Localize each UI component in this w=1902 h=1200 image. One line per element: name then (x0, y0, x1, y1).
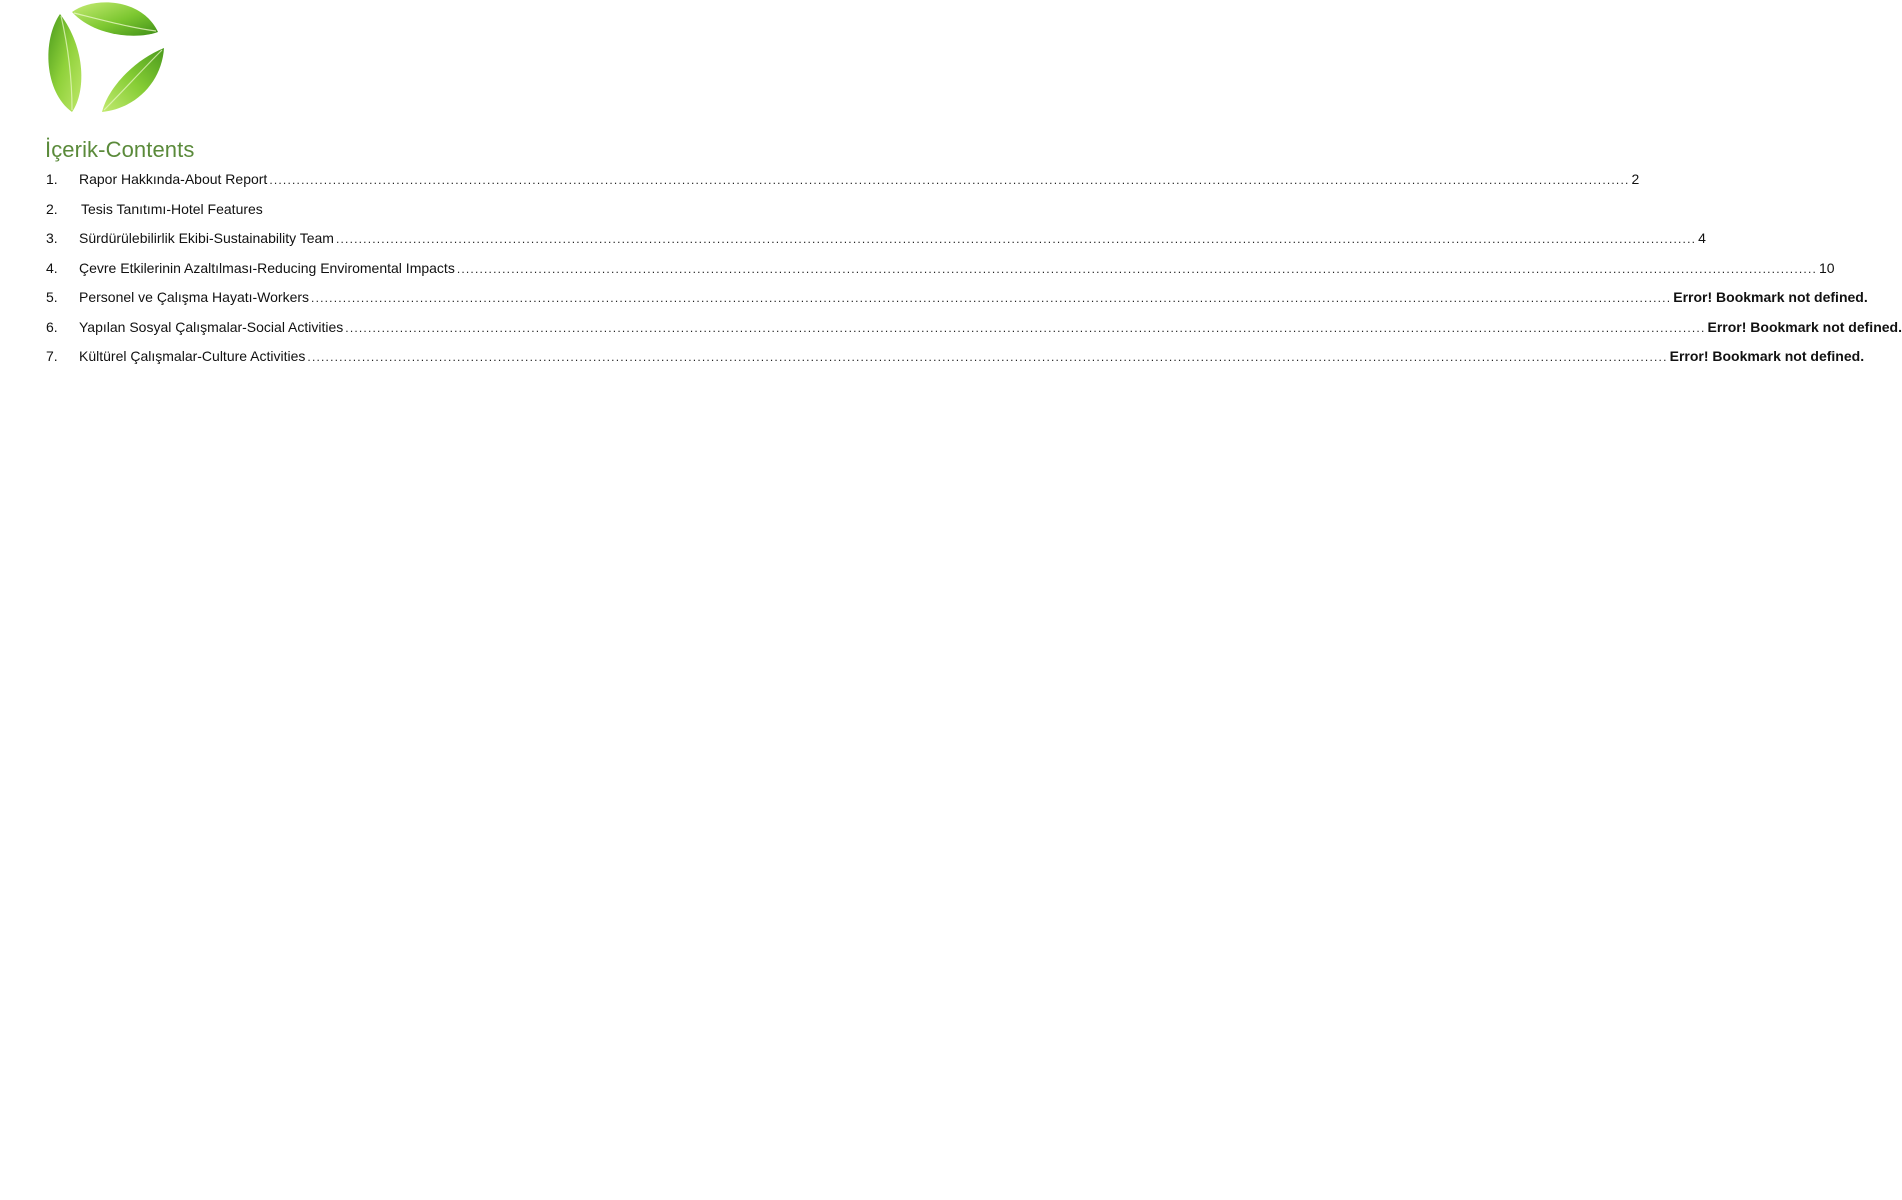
toc-entry-title[interactable]: Tesis Tanıtımı-Hotel Features (81, 200, 263, 217)
toc-dot-leader: ............................................................................................................................................................................................................................................................................................................ (307, 350, 1668, 364)
toc-entry-page: 4 (1698, 230, 1706, 246)
toc-entry-title[interactable]: Sürdürülebilirlik Ekibi-Sustainability Team (79, 230, 334, 246)
toc-entry-error: Error! Bookmark not defined. (1707, 318, 1902, 335)
toc-entry-number: 2. (46, 200, 58, 217)
toc-entry[interactable] (46, 228, 1706, 258)
toc-entry[interactable] (46, 287, 1868, 317)
toc-entry-title[interactable]: Çevre Etkilerinin Azaltılması-Reducing Enviromental Impacts (79, 259, 455, 276)
toc-entry-error: Error! Bookmark not defined. (1669, 348, 1865, 364)
toc-entry-number: 7. (46, 348, 58, 364)
toc-entry-page: 2 (1631, 171, 1640, 187)
top-leaf (72, 2, 158, 35)
toc-entry[interactable] (46, 317, 1902, 347)
toc-entry-title[interactable]: Rapor Hakkında-About Report (79, 171, 268, 187)
toc-entry[interactable] (46, 169, 1640, 199)
toc-entry-number: 5. (46, 289, 58, 305)
toc-entry-number: 1. (46, 171, 58, 187)
toc-entry[interactable] (46, 199, 882, 229)
left-leaf (48, 14, 81, 112)
toc-dot-leader: ............................................................................................................................................................................................................................................................................................................ (335, 232, 1697, 246)
toc-entry-number: 6. (46, 318, 58, 335)
toc-entry-error: Error! Bookmark not defined. (1673, 289, 1868, 305)
toc-entry[interactable] (46, 258, 1835, 288)
toc-heading: İçerik-Contents (45, 137, 195, 162)
toc-entry-page: 10 (1819, 259, 1835, 276)
toc-entry-number: 3. (46, 230, 58, 246)
toc-dot-leader: ............................................................................................................................................................................................................................................................................................................ (311, 291, 1672, 305)
green-leaves-logo-icon (42, 0, 168, 116)
toc-entry[interactable] (46, 346, 1865, 376)
toc-entry-number: 4. (46, 259, 58, 276)
toc-entry-title[interactable]: Yapılan Sosyal Çalışmalar-Social Activities (79, 318, 344, 335)
toc-dot-leader: ............................................................................................................................................................................................................................................................................................................ (456, 261, 1818, 276)
toc-entry-title[interactable]: Personel ve Çalışma Hayatı-Workers (79, 289, 310, 305)
toc-entry-title[interactable]: Kültürel Çalışmalar-Culture Activities (79, 348, 306, 364)
toc-dot-leader: ............................................................................................................................................................................................................................................................................................................ (269, 173, 1630, 187)
toc-dot-leader: ............................................................................................................................................................................................................................................................................................................ (345, 320, 1706, 335)
table-of-contents (46, 169, 1902, 376)
